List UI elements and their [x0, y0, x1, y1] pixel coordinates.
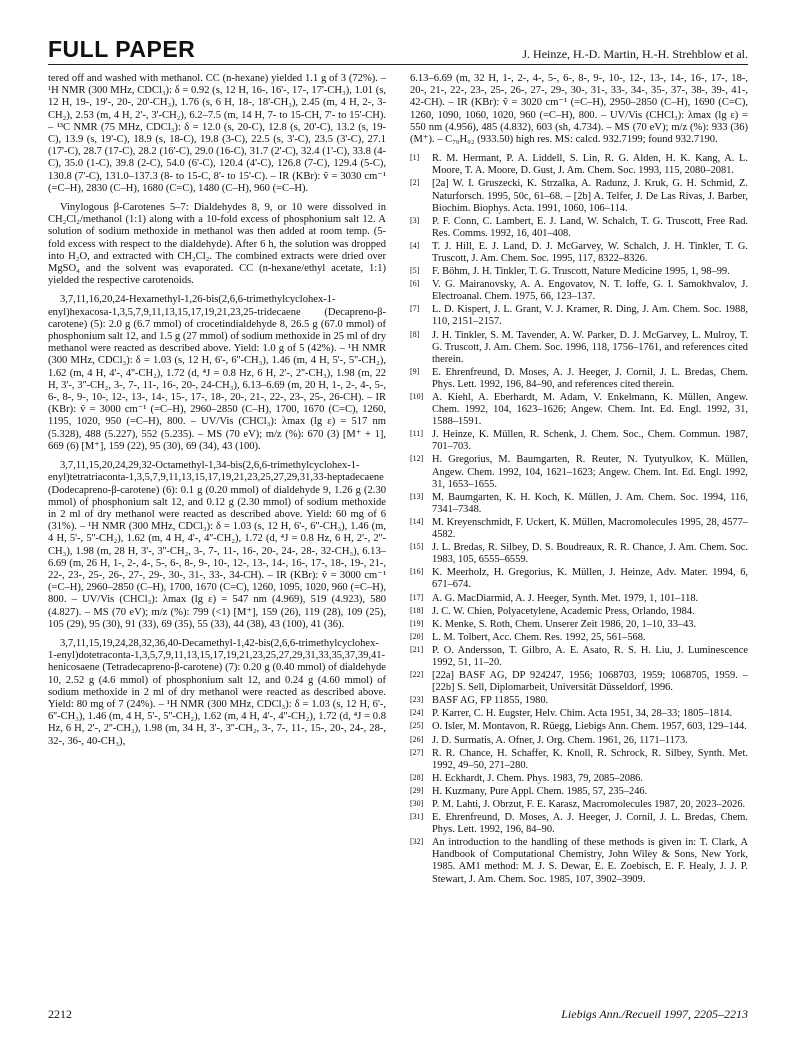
reference-text: [22a] BASF AG, DP 924247, 1956; 1068703, 1959; 1068705, 1959. – [22b] S. Sell, Diplomarbeit, Universität Düsseldorf, 1996. — [432, 670, 748, 694]
reference-text: K. Menke, S. Roth, Chem. Unserer Zeit 1986, 20, 1–10, 33–43. — [432, 618, 697, 630]
reference-item — [410, 708, 748, 720]
reference-number: [19] — [410, 618, 424, 628]
reference-item — [410, 392, 748, 428]
reference-number: [13] — [410, 491, 424, 501]
reference-text: H. Gregorius, M. Baumgarten, R. Reuter, N. Tyutyulkov, K. Müllen, Angew. Chem. 1992, 104, 1621–1623; Angew. Chem. Int. Ed. Engl. 1992, 31, 1653–1655. — [432, 454, 748, 490]
reference-item — [410, 429, 748, 453]
reference-text: J. H. Tinkler, S. M. Tavender, A. W. Parker, D. J. McGarvey, L. Mulroy, T. G. Truscott, J. Am. Chem. Soc. 1996, 118, 1756–1761, and references cited therein. — [432, 329, 748, 365]
reference-text: T. J. Hill, E. J. Land, D. J. McGarvey, W. Schalch, J. H. Tinkler, T. G. Truscott, J. Am. Chem. Soc. 1995, 117, 8322–8326. — [432, 240, 748, 264]
reference-item — [410, 241, 748, 265]
reference-number: [20] — [410, 631, 424, 641]
reference-text: [2a] W. I. Gruszecki, K. Strzalka, A. Radunz, J. Kruk, G. H. Schmid, Z. Naturforsch. 1995, 50c, 61–68. – [2b] A. Telfer, J. De Las Rivas, J. Barber, Biochim. Biophys. Acta. 1991, 1060, 106–114. — [432, 178, 748, 214]
reference-number: [2] — [410, 178, 420, 188]
experimental-paragraph-continued: 6.13–6.69 (m, 32 H, 1-, 2-, 4-, 5-, 6-, 8-, 9-, 10-, 12-, 13-, 14-, 16-, 17-, 18-, 20-, 21-, 22-, 23-, 25-, 26-, 27-, 29-, 30-, 31-, 33-, 34-, 35-, 37-, 38-, 39-, 41-, 42-CH). – IR (KBr): ṽ = 3020 cm⁻¹ (=C–H), 2950–2850 (C–H), 1690 (C=C), 1260, 1090, 1060, 1020, 960 (=C–H), 800. – UV/Vis (CHCl₃): λmax (lg ε) = 550 nm (4.956), 485 (4.832), 603 (sh, 4.734). – MS (70 eV); m/z (%): 933 (36) (M⁺). – C₇₀H₉₂ (933.50) high res. MS: calcd. 932.7199; found 932.7190. — [410, 73, 748, 146]
reference-item — [410, 606, 748, 618]
reference-number: [28] — [410, 772, 424, 782]
reference-item — [410, 619, 748, 631]
reference-number: [1] — [410, 153, 420, 163]
reference-number: [4] — [410, 240, 420, 250]
reference-item — [410, 695, 748, 707]
reference-number: [27] — [410, 747, 424, 757]
journal-citation: Liebigs Ann./Recueil 1997, 2205–2213 — [561, 1007, 748, 1021]
reference-number: [23] — [410, 695, 424, 705]
reference-number: [10] — [410, 392, 424, 401]
reference-number: [30] — [410, 799, 424, 808]
reference-text: R. R. Chance, H. Schaffer, K. Knoll, R. Schrock, R. Silbey, Synth. Met. 1992, 49–50, 271–280. — [432, 747, 748, 771]
experimental-paragraph: tered off and washed with methanol. CC (n-hexane) yielded 1.1 g of 3 (72%). – ¹H NMR (300 MHz, CDCl₃): δ = 0.92 (s, 12 H, 16-, 16'-, 17-, 17'-CH₃), 1.01 (s, 12 H, 19-, 19'-, 20-, 20'-CH₃), 1.76 (s, 6 H, 18-, 18'-CH₃), 2.45 (m, 4 H, 2-, 3-CH₂), 2.53 (m, 4 H, 2'-, 3'-CH₂), 6.2–7.5 (m, 14 H, 7- to 15-CH, 7'- to 15'-CH). – ¹³C NMR (75 MHz, CDCl₃): δ = 12.0 (s, 20-C), 12.8 (s, 20'-C), 13.2 (s, 19-C), 13.9 (s, 19'-C), 18.9 (s, 18-C), 19.8 (3-C), 22.5 (s, 3'-C), 23.5 (3'-C), 27.1 (17'-C), 28.7 (17-C), 28.2 (16'-C), 29.0 (16-C), 31.7 (2'-C), 32.4 (1'-C), 33.8 (4-C), 35.0 (1-C), 39.8 (2-C), 54.0 (6'-C), 120.4 (4'-C), 126.8 (7-C), 129.4 (5-C), 130.8 (7'-C), 131.0–137.3 (8- to 15-C, 8'- to 15'-C). – IR (KBr): ṽ = 3030 cm⁻¹ (=C–H), 2830 (C–H), 1680 (C=C), 1480 (C–H), 960 (=C–H). — [48, 73, 386, 194]
reference-text: E. Ehrenfreund, D. Moses, A. J. Heeger, J. Cornil, J. L. Bredas, Chem. Phys. Lett. 1992, 196, 84–90, and references cited therein. — [432, 366, 748, 390]
page-header — [48, 34, 748, 65]
reference-number: [7] — [410, 304, 420, 314]
reference-item — [410, 517, 748, 541]
reference-text: J. C. W. Chien, Polyacetylene, Academic Press, Orlando, 1984. — [432, 605, 695, 617]
reference-number: [9] — [410, 366, 420, 376]
reference-item — [410, 735, 748, 747]
reference-item — [410, 279, 748, 303]
reference-text: R. M. Hermant, P. A. Liddell, S. Lin, R. G. Alden, H. K. Kang, A. L. Moore, T. A. Moore, D. Gust, J. Am. Chem. Soc. 1993, 115, 2080–2081. — [432, 153, 748, 177]
reference-text: J. D. Surmatis, A. Ofner, J. Org. Chem. 1961, 26, 1171–1173. — [432, 734, 688, 746]
reference-number: [15] — [410, 542, 424, 552]
running-authors: J. Heinze, H.-D. Martin, H.-H. Strehblow et al. — [522, 47, 748, 61]
reference-number: [6] — [410, 279, 420, 289]
reference-number: [3] — [410, 215, 420, 225]
reference-item — [410, 812, 748, 836]
reference-number: [29] — [410, 785, 424, 795]
reference-text: P. Karrer, C. H. Eugster, Helv. Chim. Acta 1951, 34, 28–33; 1805–1814. — [432, 708, 733, 720]
reference-item — [410, 492, 748, 516]
reference-text: K. Meerholz, H. Gregorius, K. Müllen, J. Heinze, Adv. Mater. 1994, 6, 671–674. — [432, 567, 748, 591]
page-footer — [48, 1006, 748, 1022]
reference-item — [410, 330, 748, 366]
reference-text: An introduction to the handling of these methods is given in: T. Clark, A Handbook of Computational Chemistry, John Wiley & Sons, New York, 1985. AM1 method: M. J. S. Dewar, E. E. Zoebisch, E. F. Healy, J. J. P. Stewart, J. Am. Chem. Soc. 1985, 107, 3902–3909. — [432, 837, 748, 885]
reference-text: A. Kiehl, A. Eberhardt, M. Adam, V. Enkelmann, K. Müllen, Angew. Chem. 1992, 104, 1623–1626; Angew. Chem. Int. Ed. Engl. 1992, 31, 1588–1591. — [432, 392, 748, 428]
reference-item — [410, 593, 748, 605]
reference-item — [410, 567, 748, 591]
experimental-paragraph: 3,7,11,15,20,24,29,32-Octamethyl-1,34-bis(2,6,6-trimethylcyclohex-1-enyl)tetratriaconta-1,3,5,7,9,11,13,15,17,19,21,23,25,27,29,31,33-heptadecaene (Dodecapreno-β-carotene) (6): 0.1 g (0.20 mmol) of dialdehyde 9, 1.26 g (2.30 mmol) of phosphonium salt 12, and 0.12 g (2.30 mmol) of sodium methoxide in 2 ml of dry methanol were reacted as described above. Yield: 60 mg of 6 (31%). – ¹H NMR (300 MHz, CDCl₃): δ = 1.03 (s, 12 H, 6'-, 6''-CH₃), 1.46 (m, 4 H, 5'-, 5''-CH₂), 1.62 (m, 4 H, 4'-, 4''-CH₂), 1.72 (d, ⁴J = 0.8 Hz, 6 H, 2'-, 2''-CH₃), 1.98 (m, 28 H, 3'-, 3''-CH₂, 3-, 7-, 11-, 16-, 20-, 24-, 28-, 32-CH₃), 6.13–6.69 (m, 26 H, 1-, 2-, 4-, 5-, 6-, 8-, 9-, 10-, 12-, 13-, 14-, 16-, 17-, 18-, 19-, 21-, 22-, 23-, 25-, 26-, 27-, 29-, 30-, 31-, 33-, 34-CH). – IR (KBr): ṽ = 3000 cm⁻¹ (=C–H), 2960–2850 (C–H), 1700, 1670 (C=C), 1260, 1095, 1020, 960 (=C–H), 800. – UV/Vis (CHCl₃): λmax (lg ε) = 547 nm (4.969), 519 (4.923), 580 (4.827). – MS (70 eV); m/z (%): 799 (<1) [M⁺], 159 (26), 119 (28), 109 (25), 105 (29), 95 (30), 91 (33), 69 (35), 55 (33), 44 (38), 43 (100), 41 (36). — [48, 460, 386, 630]
reference-number: [5] — [410, 266, 420, 276]
reference-text: P. M. Lahti, J. Obrzut, F. E. Karasz, Macromolecules 1987, 20, 2023–2026. — [432, 799, 746, 810]
reference-text: F. Böhm, J. H. Tinkler, T. G. Truscott, Nature Medicine 1995, 1, 98–99. — [432, 266, 730, 278]
reference-number: [21] — [410, 644, 424, 654]
reference-text: J. Heinze, K. Müllen, R. Schenk, J. Chem. Soc., Chem. Commun. 1987, 701–703. — [432, 429, 748, 453]
reference-text: J. L. Bredas, R. Silbey, D. S. Boudreaux, R. R. Chance, J. Am. Chem. Soc. 1983, 105, 6555–6559. — [432, 542, 748, 566]
page-number: 2212 — [48, 1007, 72, 1021]
reference-text: E. Ehrenfreund, D. Moses, A. J. Heeger, J. Cornil, J. L. Bredas, Chem. Phys. Lett. 1992, 196, 84–90. — [432, 812, 748, 836]
reference-number: [31] — [410, 812, 424, 822]
reference-item — [410, 153, 748, 177]
reference-number: [32] — [410, 837, 424, 847]
reference-number: [11] — [410, 429, 424, 439]
reference-number: [18] — [410, 605, 424, 615]
reference-text: L. M. Tolbert, Acc. Chem. Res. 1992, 25, 561–568. — [432, 631, 646, 643]
reference-item — [410, 645, 748, 669]
reference-text: P. F. Conn, C. Lambert, E. J. Land, W. Schalch, T. G. Truscott, Free Rad. Res. Comms. 1992, 16, 401–408. — [432, 215, 748, 239]
reference-text: M. Baumgarten, K. H. Koch, K. Müllen, J. Am. Chem. Soc. 1994, 116, 7341–7348. — [432, 491, 748, 515]
reference-number: [12] — [410, 454, 424, 464]
reference-list — [410, 153, 748, 885]
experimental-paragraph: Vinylogous β-Carotenes 5–7: Dialdehydes 8, 9, or 10 were dissolved in CH₂Cl₂/methanol (1:1) along with a 10-fold excess of phosphonium salt 12. A solution of sodium methoxide in methanol was then added at room temp. (5-fold excess with respect to the dialdehyde). After 6 h, the solution was dropped into H₂O, and extracted with CH₂Cl₂. The combined extracts were dried over MgSO₄ and the solvent was evaporated. CC (n-hexane/ethyl acetate, 1:1) yielded the respective carotenoids. — [48, 202, 386, 287]
reference-item — [410, 670, 748, 694]
reference-text: L. D. Kispert, J. L. Grant, V. J. Kramer, R. Ding, J. Am. Chem. Soc. 1988, 110, 2151–2157. — [432, 304, 748, 328]
reference-text: O. Isler, M. Montavon, R. Rüegg, Liebigs Ann. Chem. 1957, 603, 129–144. — [432, 721, 747, 733]
reference-item — [410, 773, 748, 785]
reference-text: H. Eckhardt, J. Chem. Phys. 1983, 79, 2085–2086. — [432, 772, 643, 784]
reference-number: [17] — [410, 592, 424, 602]
section-title: FULL PAPER — [48, 36, 196, 62]
reference-item — [410, 837, 748, 885]
experimental-paragraph: 3,7,11,16,20,24-Hexamethyl-1,26-bis(2,6,6-trimethylcyclohex-1-enyl)hexacosa-1,3,5,7,9,11,13,15,17,19,21,23,25-tridecaene (Decapreno-β-carotene) (5): 2.0 g (6.7 mmol) of crocetindialdehyde 8, 26.5 g (67.0 mmol) of phosphonium salt 12, and 1.5 g (27 mmol) of sodium methoxide in 25 ml of dry methanol were reacted as described above. Yield: 1.0 g of 5 (42%). – ¹H NMR (300 MHz, CDCl₃): δ = 1.03 (s, 12 H, 6'-, 6''-CH₃), 1.46 (m, 4 H, 5'-, 5''-CH₂), 1.62 (m, 4 H, 4'-, 4''-CH₂), 1.72 (d, ⁴J = 0.8 Hz, 6 H, 2'-, 2''-CH₃), 1.98 (m, 22 H, 3'-, 3''-CH₂, 3-, 7-, 11-, 16-, 20-, 24-CH₃), 6.13–6.69 (m, 20 H, 1-, 2-, 4-, 5-, 6-, 8-, 9-, 10-, 12-, 13-, 14-, 15-, 17-, 18-, 20-, 21-, 22-, 23-, 25-, 26-CH). – IR (KBr): ṽ = 3000 cm⁻¹ (=C–H), 2960–2850 (C–H), 1700, 1670 (C=C), 1260, 1195, 1020, 950 (=C–H), 800. – UV/Vis (CHCl₃): λmax (lg ε) = 517 nm (5.328), 488 (5.227), 552 (5.235). – MS (70 eV); m/z (%): 670 (3) [M⁺ + 1], 669 (6) [M⁺], 159 (22), 95 (30), 69 (34), 43 (100). — [48, 294, 386, 452]
right-column — [410, 73, 748, 973]
reference-number: [16] — [410, 567, 424, 577]
reference-text: V. G. Mairanovsky, A. A. Engovatov, N. T. Ioffe, G. I. Samokhvalov, J. Electroanal. Chem. 1975, 66, 123–137. — [432, 279, 748, 303]
reference-text: BASF AG, FP 11855, 1980. — [432, 695, 549, 707]
reference-number: [8] — [410, 329, 420, 339]
reference-number: [24] — [410, 708, 424, 718]
reference-item — [410, 454, 748, 490]
reference-number: [22] — [410, 670, 424, 680]
left-column — [48, 73, 386, 973]
reference-item — [410, 542, 748, 566]
reference-item — [410, 632, 748, 644]
reference-item — [410, 178, 748, 214]
reference-number: [14] — [410, 516, 424, 526]
reference-text: M. Kreyenschmidt, F. Uckert, K. Müllen, Macromolecules 1995, 28, 4577–4582. — [432, 516, 748, 541]
reference-item — [410, 748, 748, 772]
reference-item — [410, 266, 748, 278]
reference-number: [26] — [410, 734, 424, 744]
reference-item — [410, 786, 748, 798]
reference-item — [410, 799, 748, 811]
reference-text: H. Kuzmany, Pure Appl. Chem. 1985, 57, 235–246. — [432, 785, 648, 797]
reference-text: P. O. Andersson, T. Gilbro, A. E. Asato, R. S. H. Liu, J. Luminescence 1992, 51, 11–20. — [432, 644, 748, 668]
reference-item — [410, 216, 748, 240]
reference-item — [410, 367, 748, 391]
reference-item — [410, 721, 748, 733]
reference-text: A. G. MacDiarmid, A. J. Heeger, Synth. Met. 1979, 1, 101–118. — [432, 592, 699, 604]
experimental-paragraph: 3,7,11,15,19,24,28,32,36,40-Decamethyl-1,42-bis(2,6,6-trimethylcyclohex-1-enyl)dotetraconta-1,3,5,7,9,11,13,15,17,19,21,23,25,27,29,31,33,35,37,39,41-henicosaene (Tetradecapreno-β-carotene) (7): 0.20 g (0.40 mmol) of dialdehyde 10, 2.52 g (4.6 mmol) of phosphonium salt 12, and 0.24 g (4.60 mmol) of sodium methoxide in 2 ml of dry methanol were reacted as described above. Yield: 80 mg of 7 (24%). – ¹H NMR (300 MHz, CDCl₃): δ = 1.03 (s, 12 H, 6'-, 6''-CH₃), 1.46 (m, 4 H, 5'-, 5''-CH₂), 1.62 (m, 4 H, 4'-, 4''-CH₂), 1.72 (d, ⁴J = 0.8 Hz, 6 H, 2'-, 2''-CH₃), 1.98 (m, 34 H, 3'-, 3''-CH₂, 3-, 7-, 11-, 15-, 20-, 24-, 28-, 32-, 36-, 40-CH₃), — [48, 637, 386, 747]
reference-item — [410, 304, 748, 328]
reference-number: [25] — [410, 721, 424, 731]
